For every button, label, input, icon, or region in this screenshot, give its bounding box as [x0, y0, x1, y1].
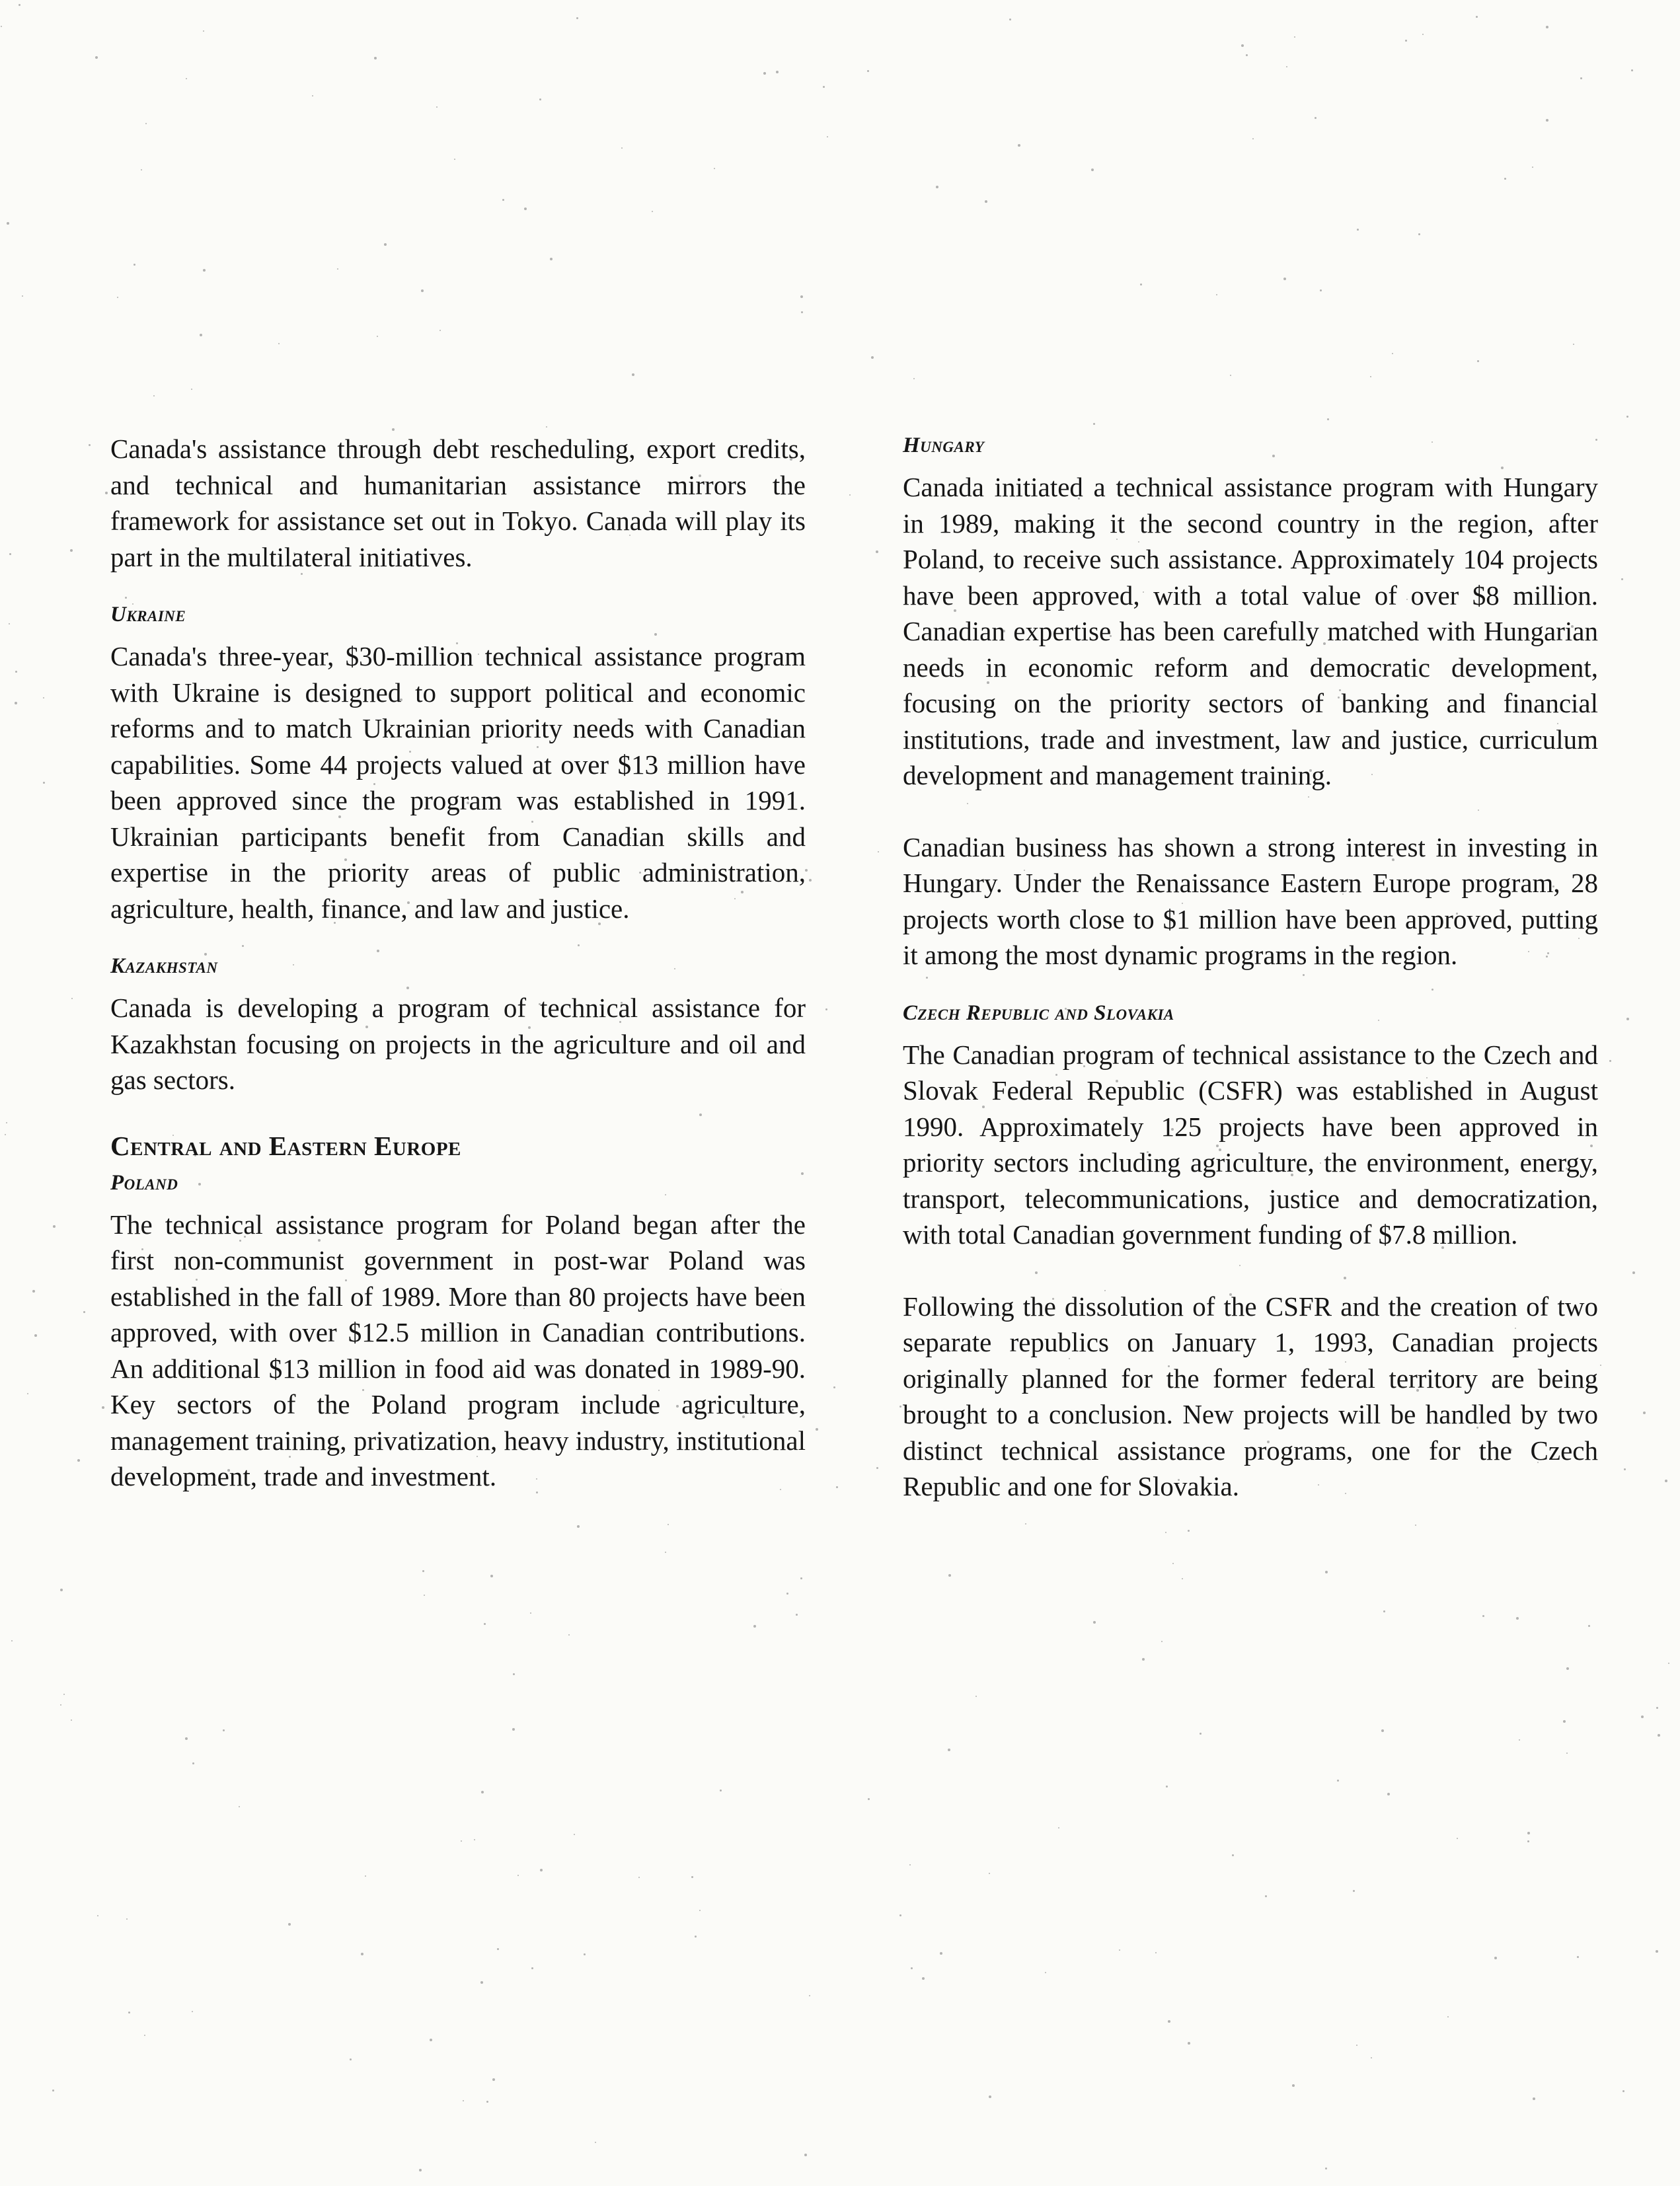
scan-speckle: [1641, 1715, 1644, 1718]
hungary-heading: Hungary: [903, 433, 985, 457]
scan-speckle: [145, 123, 147, 124]
scan-speckle: [909, 1864, 911, 1866]
czech-slovakia-paragraph-1: The Canadian program of technical assistance to the Czech and Slovak Federal Republic (CSFR) was established in August 1990. Approximately 125 projects have been approved in priority sectors including agriculture, the environment, energy, transport, telecommunications, justice and democratization, with total Canadian government funding of $7.8 million.: [903, 1039, 1598, 1250]
scan-speckle: [809, 879, 812, 882]
scan-speckle: [530, 1612, 531, 1614]
scan-speckle: [1252, 138, 1254, 139]
scan-speckle: [1216, 294, 1217, 295]
scan-speckle: [574, 1834, 575, 1835]
scan-speckle: [1422, 34, 1424, 35]
scan-speckle: [1457, 1838, 1458, 1839]
scan-speckle: [1119, 1949, 1120, 1951]
scan-speckle: [1546, 119, 1548, 122]
scan-speckle: [668, 1524, 669, 1525]
scan-speckle: [913, 378, 915, 379]
scan-speckle: [975, 1696, 977, 1697]
scan-speckle: [652, 211, 653, 212]
scan-speckle: [1142, 1658, 1145, 1661]
scan-speckle: [484, 1623, 486, 1625]
scan-speckle: [1668, 1663, 1669, 1664]
scan-speckle: [1387, 1793, 1390, 1795]
scan-speckle: [481, 1791, 484, 1793]
scan-speckle: [621, 147, 623, 149]
scan-speckle: [486, 2101, 488, 2103]
scan-speckle: [1327, 418, 1329, 420]
scan-speckle: [809, 1995, 810, 1996]
scan-speckle: [153, 395, 155, 396]
scan-speckle: [430, 2039, 432, 2041]
scan-speckle: [1477, 360, 1479, 362]
scan-speckle: [1, 26, 2, 27]
scan-speckle: [1623, 2090, 1624, 2092]
scan-speckle: [11, 1640, 13, 1641]
scan-speckle: [936, 186, 938, 188]
scan-speckle: [878, 851, 879, 852]
scan-speckle: [15, 671, 17, 673]
scan-speckle: [584, 1953, 586, 1955]
scan-speckle: [1140, 283, 1142, 285]
scan-speckle: [1093, 423, 1095, 425]
scan-speckle: [899, 1914, 901, 1916]
scan-speckle: [71, 998, 73, 999]
scan-speckle: [899, 1406, 901, 1408]
scan-speckle: [1504, 178, 1506, 180]
scan-speckle: [524, 207, 527, 210]
scan-speckle: [60, 1704, 61, 1706]
scan-speckle: [1025, 1523, 1026, 1525]
scan-speckle: [849, 494, 851, 496]
ukraine-paragraph: Canada's three-year, $30-million technical assistance program with Ukraine is designed to support political and economic reforms and to match Ukrainian priority needs with Canadian capabilities. Some 44 projects valued at over $13 million have been approved since the program was established in 1991. Ukrainian participants benefit from Canadian skills and expertise in the priority areas of public administration, agriculture, health, finance, and law and justice.: [110, 641, 806, 924]
scan-speckle: [800, 1577, 802, 1579]
scan-speckle: [1665, 1480, 1667, 1482]
scan-speckle: [1482, 1615, 1484, 1617]
scan-speckle: [1357, 229, 1359, 231]
scan-speckle: [753, 1625, 756, 1628]
scan-speckle: [1566, 1753, 1568, 1754]
scan-speckle: [1165, 1532, 1166, 1533]
scan-speckle: [1383, 1610, 1385, 1612]
scan-speckle: [185, 1737, 188, 1740]
scan-speckle: [1415, 1525, 1416, 1526]
scan-speckle: [1166, 1786, 1168, 1788]
scan-speckle: [638, 1877, 640, 1878]
scan-speckle: [1609, 1060, 1611, 1062]
scan-speckle: [1624, 1468, 1626, 1470]
scan-speckle: [461, 1840, 462, 1842]
scan-speckle: [377, 336, 378, 337]
kazakhstan-paragraph: Canada is developing a program of technical assistance for Kazakhstan focusing on projects in the agriculture and oil and gas sectors.: [110, 993, 806, 1095]
scan-speckle: [1009, 19, 1011, 20]
scan-speckle: [786, 1593, 788, 1595]
scan-speckle: [1656, 1707, 1658, 1709]
scan-speckle: [126, 1918, 128, 1920]
scan-speckle: [1286, 66, 1287, 67]
right-column: [903, 431, 1598, 1505]
scan-speckle: [70, 549, 73, 552]
scan-speckle: [1563, 1720, 1566, 1723]
scan-speckle: [43, 782, 45, 784]
scan-speckle: [985, 200, 987, 203]
scan-speckle: [1058, 1827, 1059, 1828]
scan-speckle: [695, 1936, 697, 1938]
scan-speckle: [1577, 1956, 1579, 1958]
scan-speckle: [825, 1008, 827, 1010]
scan-speckle: [512, 1728, 515, 1731]
scan-speckle: [513, 1673, 515, 1675]
scan-speckle: [1656, 1950, 1658, 1953]
scan-speckle: [77, 1459, 80, 1462]
scan-speckle: [6, 1122, 7, 1123]
scan-speckle: [1337, 1780, 1339, 1782]
scan-speckle: [454, 159, 455, 160]
scan-speckle: [1246, 54, 1248, 56]
scan-speckle: [1516, 1617, 1519, 1620]
scan-speckle: [1392, 353, 1393, 354]
scan-speckle: [203, 30, 204, 32]
scan-speckle: [436, 106, 438, 108]
poland-heading: Poland: [110, 1170, 178, 1195]
scan-speckle: [868, 1798, 870, 1800]
scan-speckle: [1600, 1365, 1601, 1366]
scan-speckle: [1325, 2167, 1327, 2169]
scan-speckle: [1292, 2084, 1295, 2087]
scan-speckle: [989, 2095, 991, 2098]
scan-speckle: [361, 1953, 363, 1955]
scan-speckle: [576, 17, 578, 19]
scan-speckle: [1265, 1895, 1267, 1897]
scan-speckle: [1631, 69, 1633, 71]
scan-speckle: [497, 1948, 499, 1950]
scan-speckle: [876, 550, 878, 553]
scan-speckle: [833, 1386, 835, 1388]
scan-speckle: [1573, 344, 1574, 345]
scan-speckle: [97, 1915, 98, 1916]
scan-speckle: [550, 258, 553, 260]
scan-speckle: [374, 57, 377, 59]
scan-speckle: [665, 1552, 666, 1553]
czech-slovakia-heading: Czech Republic and Slovakia: [903, 1000, 1174, 1025]
scan-speckle: [1172, 1563, 1174, 1564]
scan-speckle: [1168, 2020, 1170, 2023]
scan-speckle: [1155, 1952, 1157, 1953]
scan-speckle: [1371, 2057, 1372, 2058]
scan-speckle: [540, 1869, 543, 1871]
scan-speckle: [186, 78, 187, 79]
scan-speckle: [1519, 1739, 1520, 1741]
scan-speckle: [1200, 1733, 1202, 1735]
scan-speckle: [1381, 1729, 1384, 1732]
scan-speckle: [288, 1923, 291, 1926]
scan-speckle: [5, 1134, 6, 1135]
scan-speckle: [1566, 1667, 1569, 1670]
scan-speckle: [632, 373, 634, 376]
scan-speckle: [1632, 1271, 1635, 1274]
scan-speckle: [940, 1952, 942, 1955]
ukraine-heading: Ukraine: [110, 603, 186, 626]
scan-speckle: [1283, 278, 1286, 280]
scan-speckle: [876, 1467, 878, 1469]
scan-speckle: [1356, 2045, 1357, 2046]
scan-speckle: [1527, 1832, 1530, 1834]
scan-speckle: [278, 343, 280, 344]
scan-speckle: [15, 702, 17, 704]
scan-speckle: [95, 56, 98, 59]
scan-speckle: [1658, 1734, 1660, 1737]
scan-speckle: [1232, 1854, 1234, 1856]
scan-speckle: [134, 264, 135, 266]
scan-speckle: [531, 1967, 533, 1969]
scan-speckle: [1188, 1530, 1190, 1532]
scan-speckle: [203, 269, 206, 272]
scan-speckle: [776, 71, 779, 73]
scan-speckle: [89, 444, 91, 446]
scan-speckle: [422, 1570, 424, 1572]
scan-speckle: [1294, 36, 1295, 38]
scan-speckle: [144, 2035, 145, 2036]
scan-speckle: [911, 1967, 913, 1969]
scan-speckle: [871, 356, 874, 359]
scan-speckle: [763, 72, 766, 75]
scan-speckle: [714, 168, 715, 169]
scan-speckle: [27, 1393, 28, 1394]
scan-speckle: [63, 1694, 65, 1695]
scan-speckle: [1546, 26, 1548, 28]
hungary-paragraph-1: Canada initiated a technical assistance program with Hungary in 1989, making it the second country in the region, after Poland, to receive such assistance. Approximately 104 projects have been approved, with a total value of over $8 million. Canadian expertise has been carefully matched with Hungarian needs in economic reform and democratic development, focusing on the priority sectors of banking and financial institutions, trade and investment, law and justice, curriculum development and management training.: [903, 472, 1598, 790]
scan-speckle: [463, 2100, 464, 2101]
scan-speckle: [7, 222, 9, 225]
section-heading-central-eastern-europe: Central and Eastern Europe: [110, 1130, 461, 1161]
scan-speckle: [1626, 416, 1628, 418]
scan-speckle: [699, 1910, 701, 1911]
scan-speckle: [141, 169, 142, 170]
scan-speckle: [1588, 1625, 1590, 1627]
scan-speckle: [577, 1525, 580, 1528]
scan-speckle: [1091, 169, 1094, 171]
scan-speckle: [1188, 2042, 1190, 2045]
scan-speckle: [19, 4, 20, 6]
scan-speckle: [1643, 1412, 1646, 1414]
scan-speckle: [223, 1729, 225, 1731]
scan-speckle: [424, 1595, 425, 1596]
scan-speckle: [804, 2154, 807, 2156]
scan-speckle: [796, 1614, 798, 1616]
scan-speckle: [502, 199, 504, 201]
intro-paragraph: Canada's assistance through debt rescheduling, export credits, and technical and humanitarian assistance mirrors the framework for assistance set out in Tokyo. Canada will play its part in the multilateral initiatives.: [110, 433, 806, 572]
scan-speckle: [102, 1406, 104, 1409]
scan-speckle: [117, 297, 118, 298]
scan-speckle: [337, 268, 338, 270]
scan-speckle: [948, 1574, 951, 1577]
scan-speckle: [192, 1762, 194, 1764]
scan-speckle: [1494, 1957, 1497, 1959]
hungary-paragraph-2: Canadian business has shown a strong interest in investing in Hungary. Under the Renaissance Eastern Europe program, 28 projects worth close to $1 million have been approved, putting it among the most dynamic programs in the region.: [903, 831, 1598, 970]
scan-speckle: [948, 1749, 950, 1751]
kazakhstan-heading: Kazakhstan: [110, 954, 218, 978]
scan-speckle: [34, 1334, 37, 1337]
scan-speckle: [539, 98, 541, 100]
scan-speckle: [312, 95, 313, 96]
scan-speckle: [71, 1719, 72, 1721]
scan-speckle: [1447, 2016, 1449, 2017]
scan-speckle: [568, 1634, 570, 1636]
poland-paragraph: The technical assistance program for Poland began after the first non-communist government in post-war Poland was established in the fall of 1989. More than 80 projects have been approved, with over $12.5 million in Canadian contributions. An additional $13 million in food aid was donated in 1989-90. Key sectors of the Poland program include agriculture, management training, privatization, heavy industry, institutional development, trade and investment.: [110, 1209, 806, 1491]
scan-speckle: [1580, 77, 1582, 79]
scan-speckle: [1353, 1890, 1355, 1892]
scan-speckle: [490, 1575, 493, 1577]
scan-speckle: [720, 1790, 722, 1791]
scan-speckle: [1315, 117, 1317, 119]
scan-speckle: [105, 492, 108, 494]
scan-speckle: [1230, 375, 1231, 376]
scan-speckle: [595, 2142, 596, 2143]
scan-speckle: [827, 136, 828, 137]
scan-speckle: [1621, 578, 1623, 580]
scan-speckle: [1045, 1972, 1046, 1973]
scan-speckle: [1241, 44, 1244, 47]
scan-speckle: [691, 1876, 693, 1878]
scan-speckle: [823, 86, 825, 88]
scan-speckle: [60, 1589, 63, 1591]
scan-speckle: [801, 311, 803, 313]
scan-speckle: [922, 1977, 925, 1980]
scan-speckle: [1370, 376, 1371, 377]
scan-speckle: [836, 1486, 838, 1488]
scan-speckle: [43, 697, 44, 698]
scan-speckle: [9, 623, 10, 624]
scan-speckle: [1405, 40, 1407, 42]
scan-speckle: [53, 1225, 56, 1228]
scan-speckle: [1626, 1018, 1629, 1020]
scan-speckle: [1161, 1641, 1163, 1642]
scan-speckle: [1018, 144, 1020, 147]
scan-speckle: [1476, 16, 1478, 18]
scan-speckle: [83, 1311, 85, 1313]
scan-speckle: [421, 289, 424, 292]
scan-speckle: [365, 1875, 366, 1877]
scan-speckle: [439, 330, 441, 331]
scan-speckle: [1527, 1840, 1529, 1842]
scan-speckle: [1533, 2097, 1535, 2100]
scan-speckle: [1418, 233, 1420, 235]
scan-speckle: [492, 2078, 495, 2081]
scan-speckle: [52, 2090, 54, 2092]
scan-speckle: [989, 1873, 990, 1874]
scan-speckle: [9, 553, 11, 555]
scan-speckle: [474, 1839, 475, 1840]
czech-slovakia-paragraph-2: Following the dissolution of the CSFR and the creation of two separate republics on January 1, 1993, Canadian projects originally planned for the former federal territory are being brought to a conclusion. New projects will be handled by two distinct technical assistance programs, one for the Czech Republic and one for Slovakia.: [903, 1291, 1598, 1501]
left-column: [110, 431, 806, 1495]
scan-speckle: [816, 1428, 818, 1431]
scan-speckle: [800, 295, 803, 298]
scan-speckle: [1325, 1571, 1328, 1573]
scan-speckle: [517, 1875, 519, 1876]
scan-speckle: [191, 389, 192, 390]
scan-speckle: [480, 1981, 483, 1984]
scan-speckle: [867, 70, 869, 72]
scan-speckle: [192, 2011, 193, 2012]
scan-speckle: [128, 2012, 130, 2014]
scan-speckle: [546, 426, 547, 428]
scan-speckle: [22, 295, 23, 297]
scan-speckle: [419, 2169, 422, 2171]
scan-speckle: [1182, 1578, 1183, 1579]
scan-speckle: [384, 243, 387, 246]
scan-speckle: [1532, 167, 1533, 168]
scan-speckle: [239, 1806, 240, 1807]
scan-speckle: [1320, 289, 1322, 291]
scan-speckle: [1093, 1621, 1096, 1624]
scan-speckle: [200, 334, 202, 336]
scan-speckle: [350, 2058, 352, 2060]
scan-speckle: [32, 1290, 35, 1293]
